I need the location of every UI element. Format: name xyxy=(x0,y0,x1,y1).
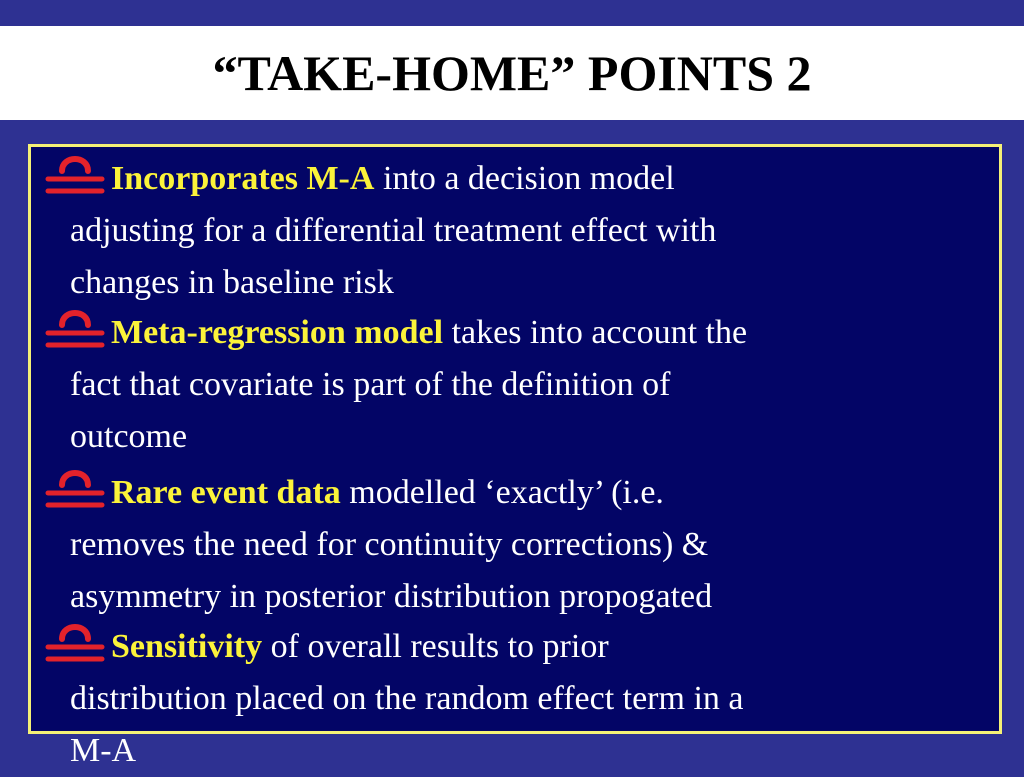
bullet-line-2: removes the need for continuity corrections) & xyxy=(70,526,709,563)
bullet-term: Sensitivity xyxy=(111,628,263,665)
bullet-line-2: adjusting for a differential treatment effect with xyxy=(70,212,717,249)
bullet-line-3: M-A xyxy=(70,732,137,769)
bullet-line-1 xyxy=(70,153,716,205)
bullet-line-2: distribution placed on the random effect term in a xyxy=(70,680,744,717)
bullet-text xyxy=(70,467,712,623)
bullet-line-1 xyxy=(70,467,712,519)
bullet-line-1-rest: modelled ‘exactly’ (i.e. xyxy=(340,474,664,511)
bullet-line-1-rest: takes into account the xyxy=(443,314,748,351)
bullet-line-1-rest: of overall results to prior xyxy=(262,628,609,665)
bullet-text xyxy=(70,307,747,463)
bullet-line-3: asymmetry in posterior distribution propogated xyxy=(70,578,713,615)
bullet-line-1 xyxy=(70,621,744,673)
slide-title: “TAKE-HOME” POINTS 2 xyxy=(212,45,812,101)
bullet-term: Meta-regression model xyxy=(111,314,444,351)
bullet-text xyxy=(70,621,744,777)
bullet-line-2: fact that covariate is part of the definition of xyxy=(70,366,671,403)
bullet-text xyxy=(70,153,716,309)
content-box xyxy=(28,144,1002,769)
bullet-term: Rare event data xyxy=(111,474,341,511)
bullet-line-3: changes in baseline risk xyxy=(70,264,394,301)
bullet-line-1-rest: into a decision model xyxy=(374,160,675,197)
title-band xyxy=(0,26,1024,120)
bullet-line-3: outcome xyxy=(70,418,188,455)
bullet-line-1 xyxy=(70,307,747,359)
bullet-term: Incorporates M-A xyxy=(111,160,375,197)
